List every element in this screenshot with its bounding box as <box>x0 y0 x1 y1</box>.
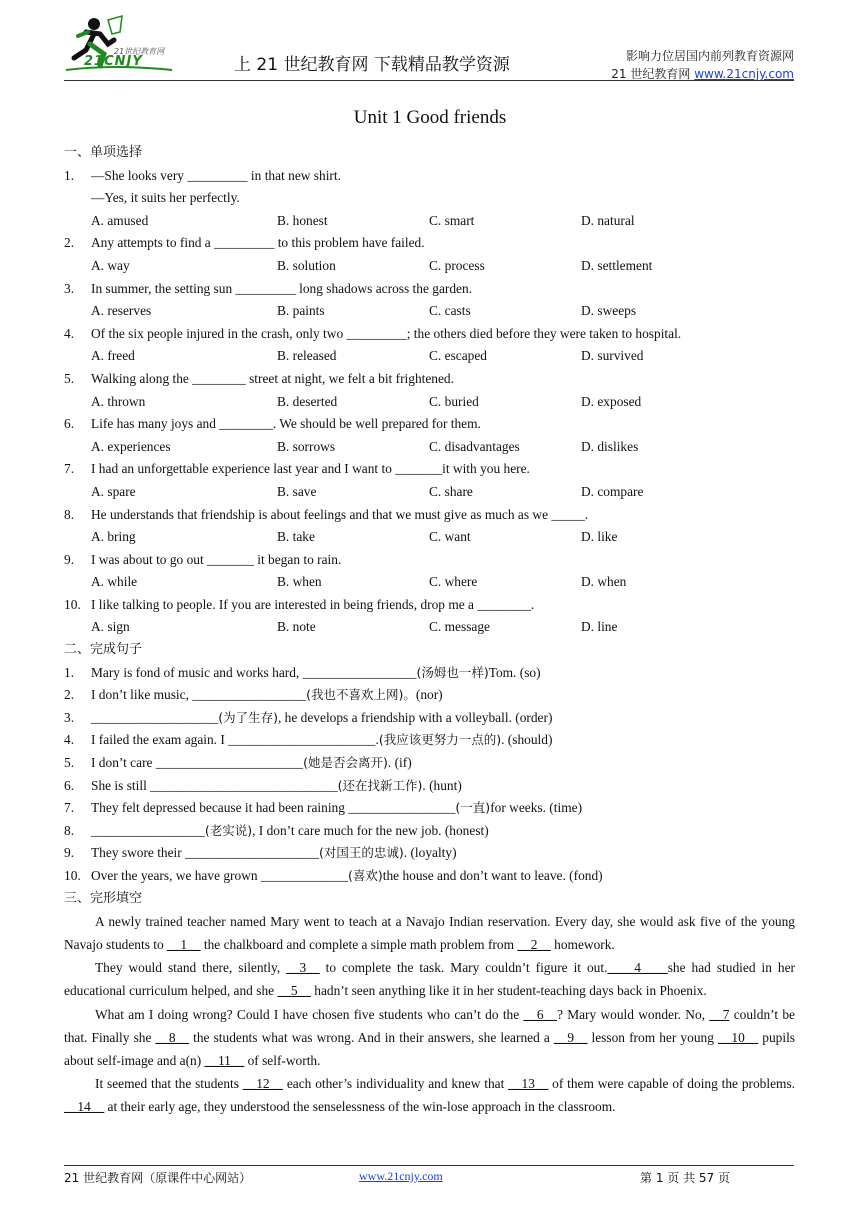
option-a: A. bring <box>91 529 136 545</box>
logo-text: 21CNJY <box>84 54 143 69</box>
sentence-tail: for weeks. (time) <box>490 800 583 816</box>
option-c: C. share <box>429 483 473 499</box>
options-row <box>64 345 795 368</box>
footer-divider <box>64 1165 794 1166</box>
question-text: I had an unforgettable experience last year and I want to _______it with you here. <box>91 461 530 477</box>
question-stem <box>64 278 795 301</box>
sentence-text: Over the years, we have grown _____________ <box>91 868 348 883</box>
paragraph-text: pupils about self-image and a(n) <box>64 1029 796 1068</box>
option-d: D. like <box>581 529 618 545</box>
question-number: 1. <box>64 167 75 183</box>
question-stem <box>64 504 795 527</box>
option-b: B. when <box>277 574 322 590</box>
option-d: D. sweeps <box>581 303 637 319</box>
footer-link[interactable]: www.21cnjy.com <box>359 1169 443 1183</box>
sentence-tail: . (should) <box>501 732 553 748</box>
sentence-number: 9. <box>64 845 75 861</box>
header-site-prefix: 21 世纪教育网 <box>611 67 695 81</box>
chinese-hint: (我也不喜欢上网)。 <box>306 687 416 703</box>
sentence-text: ___________________ <box>91 709 219 725</box>
sentence-text: She is still ____________________________ <box>91 777 338 793</box>
paragraph-text: What am I doing wrong? Could I have chosen five students who can’t do the <box>95 1006 524 1022</box>
sentence-text: They felt depressed because it had been raining ________________ <box>91 800 456 816</box>
question-number: 6. <box>64 416 75 432</box>
paragraph-text: They would stand there, silently, <box>95 960 287 976</box>
chinese-hint: (一直) <box>455 800 491 816</box>
option-b: B. honest <box>277 212 328 228</box>
option-a: A. amused <box>91 212 149 228</box>
logo <box>64 14 174 76</box>
sentence-text: _________________ <box>91 822 205 838</box>
sentence-text: Mary is fond of music and works hard, _________________ <box>91 664 417 680</box>
options-row <box>64 526 795 549</box>
option-a: A. sign <box>91 619 130 635</box>
question-text: —She looks very _________ in that new shirt. <box>91 167 341 183</box>
cloze-blank: __9__ <box>553 1029 588 1045</box>
logo-small-text: 21世纪教育网 <box>114 47 165 56</box>
cloze-blank: __13__ <box>508 1075 549 1091</box>
sentence-text: I don’t care ______________________ <box>91 755 304 771</box>
option-d: D. natural <box>581 212 635 228</box>
sentence-item <box>64 752 795 775</box>
question-number: 5. <box>64 370 75 386</box>
chinese-hint: (喜欢) <box>347 868 383 883</box>
option-b: B. solution <box>277 257 336 273</box>
question-text: He understands that friendship is about feelings and that we must give as much as we _____. <box>91 506 589 522</box>
paragraph-text: the students what was wrong. And in their answers, she learned a <box>189 1029 554 1045</box>
option-c: C. where <box>429 574 478 590</box>
document-body <box>64 142 795 1118</box>
question-stem: —Yes, it suits her perfectly. <box>91 190 240 206</box>
footer-source: 21 世纪教育网（原课件中心网站） <box>64 1171 252 1185</box>
option-b: B. sorrows <box>277 438 336 454</box>
page-number: 第 1 页 共 57 页 <box>640 1171 730 1185</box>
header-tagline: 影响力位居国内前列教育资源网 <box>625 49 794 63</box>
sentence-number: 10. <box>64 868 81 883</box>
question-stem <box>64 458 795 481</box>
paragraph-text: ? Mary would wonder. No, <box>556 1006 710 1022</box>
chinese-hint: (我应该更努力一点的) <box>378 732 502 748</box>
sentence-tail: , I don’t care much for the new job. (honest) <box>252 822 489 838</box>
cloze-paragraph <box>64 1003 795 1072</box>
option-d: D. dislikes <box>581 438 639 454</box>
option-d: D. settlement <box>581 257 653 273</box>
paragraph-text: of self-worth. <box>244 1052 321 1068</box>
question-number: 10. <box>64 596 81 612</box>
paragraph-text: hadn’t seen anything like it in her student-teaching days back in Phoenix. <box>310 983 707 999</box>
cloze-blank: __1__ <box>167 937 201 953</box>
option-a: A. reserves <box>91 303 152 319</box>
option-c: C. escaped <box>429 348 488 364</box>
chinese-hint: (汤姆也一样) <box>416 664 489 680</box>
chinese-hint: (对国王的忠诚) <box>318 845 404 861</box>
option-d: D. when <box>581 574 627 590</box>
option-b: B. deserted <box>277 393 338 409</box>
question-text: Life has many joys and ________. We should be well prepared for them. <box>91 416 481 432</box>
question-text: In summer, the setting sun _________ long shadows across the garden. <box>91 280 473 296</box>
cloze-blank: __6__ <box>523 1006 557 1022</box>
question-number: 4. <box>64 325 75 341</box>
sentence-item <box>64 662 795 685</box>
option-d: D. exposed <box>581 393 642 409</box>
option-c: C. smart <box>429 212 475 228</box>
sentence-item <box>64 820 795 843</box>
sentence-item <box>64 797 795 820</box>
sentence-number: 8. <box>64 822 75 838</box>
cloze-blank: __10__ <box>718 1029 759 1045</box>
sentence-number: 6. <box>64 777 75 793</box>
option-b: B. released <box>277 348 337 364</box>
sentence-item <box>64 842 795 865</box>
header-divider <box>64 80 794 81</box>
sentence-text: I don’t like music, _________________ <box>91 687 307 703</box>
question-number: 2. <box>64 235 75 251</box>
sentence-item <box>64 775 795 798</box>
question-stem <box>64 165 795 188</box>
sentence-tail: . (if) <box>387 755 412 771</box>
cloze-blank: __7 <box>709 1006 730 1022</box>
sentence-tail: Tom. (so) <box>488 664 541 680</box>
option-c: C. process <box>429 257 485 273</box>
question-number: 8. <box>64 506 75 522</box>
options-row <box>64 436 795 459</box>
question-stem <box>64 232 795 255</box>
option-a: A. while <box>91 574 138 590</box>
paragraph-text: to complete the task. Mary couldn’t figure it out. <box>319 960 608 976</box>
cloze-blank: __14__ <box>64 1098 105 1114</box>
option-c: C. want <box>429 529 471 545</box>
option-a: A. thrown <box>91 393 146 409</box>
options-row <box>64 571 795 594</box>
option-b: B. take <box>277 529 315 545</box>
paragraph-text: couldn’t be that. Finally she <box>64 1006 796 1045</box>
paragraph-text: It seemed that the students <box>95 1075 243 1091</box>
chinese-hint: (老实说) <box>204 822 253 838</box>
option-c: C. message <box>429 619 490 635</box>
question-number: 9. <box>64 551 75 567</box>
sentence-number: 4. <box>64 732 75 748</box>
option-d: D. survived <box>581 348 644 364</box>
option-d: D. compare <box>581 483 644 499</box>
sentence-item <box>64 684 795 707</box>
paragraph-text: at their early age, they understood the senselessness of the win-lose approach in the classroom. <box>104 1098 616 1114</box>
question-stem <box>64 594 795 617</box>
options-row <box>64 616 795 639</box>
section-heading: 一、单项选择 <box>64 145 143 160</box>
header-title: 上 21 世纪教育网 下载精品教学资源 <box>234 55 510 75</box>
sentence-number: 1. <box>64 664 75 680</box>
option-d: D. line <box>581 619 618 635</box>
paragraph-text: she had studied in her educational curriculum helped, and she <box>64 960 795 999</box>
options-row <box>64 300 795 323</box>
sentence-tail: . (hunt) <box>422 777 462 793</box>
option-b: B. paints <box>277 303 325 319</box>
cloze-paragraph <box>64 956 795 1002</box>
options-row <box>64 210 795 233</box>
sentence-item <box>64 865 795 888</box>
section-heading: 三、完形填空 <box>64 890 143 906</box>
question-text: I like talking to people. If you are interested in being friends, drop me a ________. <box>91 596 535 612</box>
question-number: 3. <box>64 280 75 296</box>
question-stem <box>64 368 795 391</box>
cloze-blank: __3__ <box>286 960 320 976</box>
option-a: A. experiences <box>91 438 171 454</box>
option-b: B. note <box>277 619 316 635</box>
paragraph-text: of them were capable of doing the problems. <box>548 1075 796 1091</box>
cloze-blank: __11__ <box>204 1052 245 1068</box>
option-b: B. save <box>277 483 317 499</box>
sentence-number: 3. <box>64 709 75 725</box>
option-a: A. spare <box>91 483 136 499</box>
options-row <box>64 481 795 504</box>
question-text: Walking along the ________ street at night, we felt a bit frightened. <box>91 370 454 386</box>
paragraph-text: A newly trained teacher named Mary went to teach at a Navajo Indian reservation. Every day, she would ask five of the young Navajo students to <box>64 914 795 953</box>
cloze-blank: __5__ <box>277 983 311 999</box>
options-row <box>64 391 795 414</box>
option-a: A. way <box>91 257 130 273</box>
question-text: I was about to go out _______ it began to rain. <box>91 551 342 567</box>
cloze-blank: __12__ <box>242 1075 283 1091</box>
sentence-item <box>64 707 795 730</box>
chinese-hint: (还在找新工作) <box>337 777 423 793</box>
options-row <box>64 255 795 278</box>
option-c: C. disadvantages <box>429 438 520 454</box>
question-stem <box>64 413 795 436</box>
paragraph-text: homework. <box>550 937 615 953</box>
cloze-blank: __2__ <box>517 937 551 953</box>
paragraph-text: each other’s individuality and knew that <box>283 1075 509 1091</box>
question-text: Any attempts to find a _________ to this problem have failed. <box>91 235 425 251</box>
question-stem <box>64 323 795 346</box>
sentence-text: They swore their ____________________ <box>91 845 319 861</box>
cloze-blank: __8__ <box>155 1029 190 1045</box>
sentence-text: I failed the exam again. I ______________________. <box>91 732 379 748</box>
option-c: C. buried <box>429 393 479 409</box>
chinese-hint: (她是否会离开) <box>303 755 388 771</box>
chinese-hint: (为了生存) <box>218 709 278 725</box>
header-site-link[interactable]: www.21cnjy.com <box>694 67 794 81</box>
sentence-tail: . (loyalty) <box>403 845 457 861</box>
paragraph-text: the chalkboard and complete a simple math problem from <box>200 937 518 953</box>
sentence-tail: (nor) <box>415 687 443 703</box>
question-text: Of the six people injured in the crash, only two _________; the others died before they were taken to hospital. <box>91 325 682 341</box>
option-c: C. casts <box>429 303 471 319</box>
sentence-number: 5. <box>64 755 75 771</box>
option-a: A. freed <box>91 348 135 364</box>
paragraph-text: lesson from her young <box>587 1029 718 1045</box>
question-stem <box>64 549 795 572</box>
cloze-paragraph <box>64 1072 795 1118</box>
sentence-tail: , he develops a friendship with a volleyball. (order) <box>277 709 553 725</box>
section-heading: 二、完成句子 <box>64 642 143 658</box>
sentence-number: 7. <box>64 800 75 816</box>
cloze-paragraph <box>64 910 795 956</box>
question-number: 7. <box>64 461 75 477</box>
sentence-tail: the house and don’t want to leave. (fond) <box>382 868 603 883</box>
sentence-number: 2. <box>64 687 75 703</box>
sentence-item <box>64 729 795 752</box>
page-title: Unit 1 Good friends <box>353 107 507 128</box>
page-header <box>64 14 794 80</box>
cloze-blank: ____4____ <box>607 960 668 976</box>
